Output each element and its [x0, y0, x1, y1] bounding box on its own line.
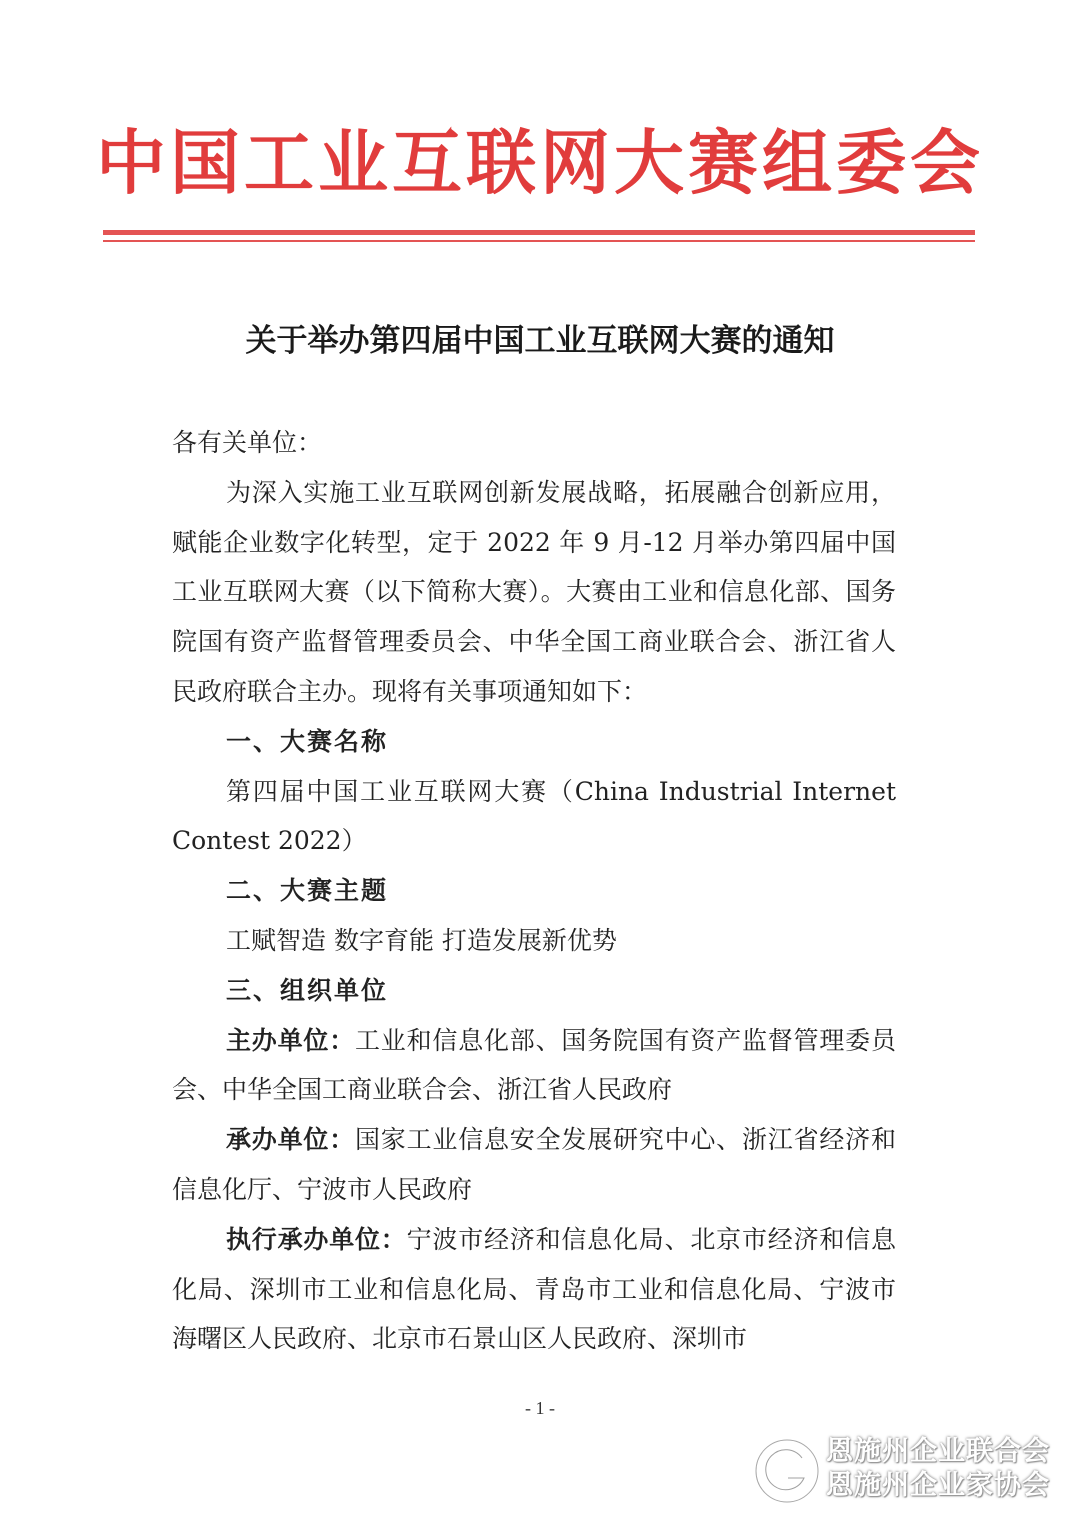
intro-paragraph: 为深入实施工业互联网创新发展战略，拓展融合创新应用，赋能企业数字化转型，定于 2022 年 9 月-12 月举办第四届中国工业互联网大赛（以下简称大赛）。大赛由工业和信息化部、国务院国有资产监督管理委员会、中华全国工商业联合会、浙江省人民政府联合主办。现将有关事项通知如下： — [172, 477, 896, 706]
organizer-undertaker-label: 承办单位： — [226, 1125, 355, 1155]
section-heading-name: 一、大赛名称 — [226, 726, 389, 756]
organizer-undertaker-text: 国家工业信息安全发展研究中心、浙江省经济和信息化厅、宁波市人民政府 — [172, 1125, 896, 1204]
organizer-executor — [172, 1215, 896, 1364]
section-heading-theme: 二、大赛主题 — [226, 876, 389, 906]
document-body — [172, 418, 896, 1364]
letterhead-title: 中国工业互联网大赛组委会 — [96, 121, 984, 204]
organizer-host-text: 工业和信息化部、国务院国有资产监督管理委员会、中华全国工商业联合会、浙江省人民政府 — [172, 1025, 896, 1105]
association-logo-icon — [752, 1436, 822, 1506]
watermark — [752, 1428, 1062, 1516]
watermark-line-2: 恩施州企业家协会 — [826, 1470, 1050, 1501]
letterhead-divider-thick — [103, 230, 975, 235]
section-heading-organizers: 三、组织单位 — [226, 975, 389, 1005]
contest-name-text: 第四届中国工业互联网大赛（China Industrial Internet Contest 2022） — [172, 776, 896, 856]
organizer-host-label: 主办单位： — [226, 1025, 355, 1055]
letterhead-divider-thin — [103, 240, 975, 242]
organizer-host — [172, 1016, 896, 1116]
organizer-executor-text: 宁波市经济和信息化局、北京市经济和信息化局、深圳市工业和信息化局、青岛市工业和信息化局、宁波市海曙区人民政府、北京市石景山区人民政府、深圳市 — [172, 1224, 896, 1354]
watermark-line-1: 恩施州企业联合会 — [826, 1436, 1050, 1467]
organizer-executor-label: 执行承办单位： — [226, 1224, 407, 1254]
page-number: - 1 - — [525, 1398, 555, 1418]
organizer-undertaker — [172, 1115, 896, 1215]
contest-theme-text: 工赋智造 数字育能 打造发展新优势 — [226, 925, 617, 955]
document-title: 关于举办第四届中国工业互联网大赛的通知 — [245, 323, 835, 359]
salutation: 各有关单位： — [172, 428, 323, 457]
